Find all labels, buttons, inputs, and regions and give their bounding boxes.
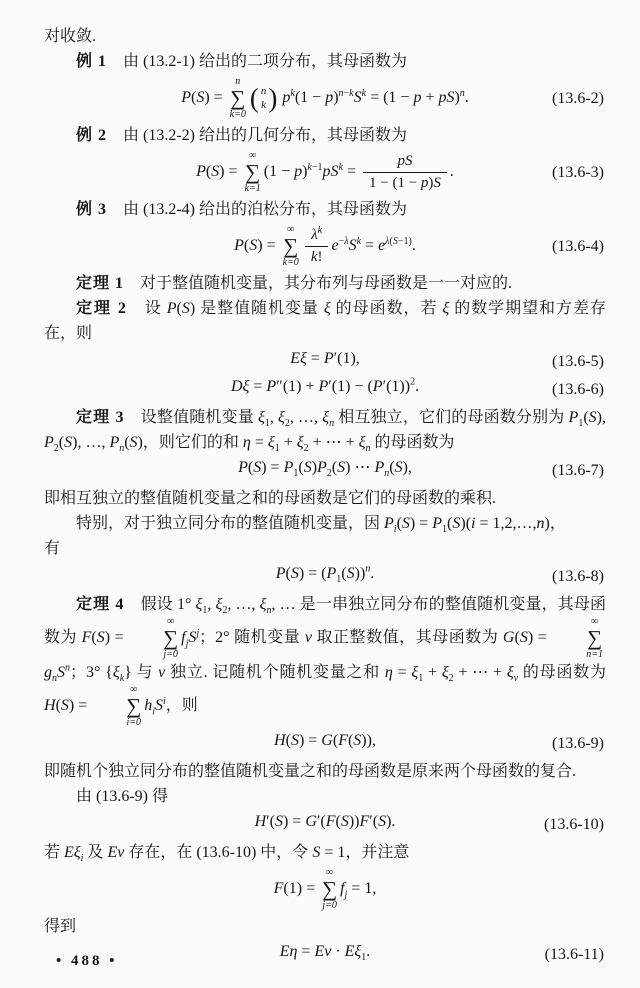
equation-formula: P(S) = n ∑ k=0 ( n k ) $p^k(1 - p)^{n-k}S^k = (1 - p + pS)^n$. [181, 76, 469, 120]
equation-formula: $P(S) = (P_1(S))^n$. [275, 563, 375, 586]
equation-formula: H(S) = G(F(S)), [274, 732, 376, 749]
display-equation [44, 225, 606, 268]
page-content [44, 24, 606, 967]
equation-formula: P(S) = ∞ ∑ k=0 $\frac{\lambda^k}{k!}$ $e^{-\lambda}S^k = e^{\lambda(S-1)}$. [234, 224, 416, 268]
display-equation [44, 458, 606, 483]
equation-number: (13.6-9) [552, 734, 604, 752]
equation-formula: Eξ = P′(1), [290, 350, 360, 367]
equation-formula: H′(S) = G′(F(S))F′(S). [254, 813, 396, 830]
paragraph: 定理 4 假设 1° $\xi_1$, $\xi_2$, …, $\xi_n$, … 是一串独立同分布的整值随机变量，其母函数为 F(S) = ∞ ∑ j=0 $f_jS^j$；2° 随机变量 ν 取正整数值，其母函数为 G(S) = ∞ ∑ n=1 $g_nS^n$；3° $\{\xi_k\}$ 与 ν 独立. 记随机个随机变量之和 $\eta = \xi_1 + \xi_2$ + ⋯ + $\xi_\nu$ 的母函数为 H(S) = ∞ ∑ i=0 $h_iS^i$，则 [44, 596, 606, 728]
equation-number: (13.6-6) [552, 380, 604, 398]
equation-number: (13.6-4) [552, 237, 604, 255]
paragraph: 有 [44, 540, 61, 557]
paragraph: 定理 1 对于整值随机变量，其分布列与母函数是一一对应的. [76, 275, 513, 292]
equation-number: (13.6-8) [552, 567, 604, 585]
paragraph: 得到 [44, 918, 77, 935]
display-equation [44, 564, 606, 589]
paragraph: 例 2 由 (13.2-2) 给出的几何分布，其母函数为 [76, 127, 408, 144]
paragraph: 即随机个独立同分布的整值随机变量之和的母函数是原来两个母函数的复合. [44, 763, 577, 780]
equation-number: (13.6-2) [552, 89, 604, 107]
paragraph: 定理 2 设 P(S) 是整值随机变量 ξ 的母函数，若 ξ 的数学期望和方差存在，则 [44, 300, 606, 342]
equation-formula: $E\eta = E\nu \cdot E\xi_1$. [279, 943, 371, 964]
display-equation [44, 349, 606, 374]
equation-formula: $D\xi = P''(1) + P'(1) - (P'(1))^2$. [230, 376, 420, 395]
equation-formula: P(S) = ∞ ∑ k=1 $(1 - p)^{k-1}pS^k$ = $\frac{pS}{1 - (1 - p)S}$ . [196, 150, 454, 194]
paragraph: 例 3 由 (13.2-4) 给出的泊松分布，其母函数为 [76, 201, 408, 218]
equation-number: (13.6-7) [552, 461, 604, 479]
paragraph: 特别，对于独立同分布的整值随机变量，因 $P_i(S) = P_1(S)(i$ = 1,2,…,n)， [76, 515, 566, 536]
equation-formula: F(1) = ∞ ∑ j=0 $f_j = 1$, [273, 867, 377, 911]
display-equation [44, 942, 606, 967]
paragraph: 由 (13.6-9) 得 [76, 788, 168, 805]
equation-number: (13.6-11) [544, 945, 604, 963]
equation-number: (13.6-5) [552, 352, 604, 370]
paragraph: 若 $E\xi_i$ 及 Eν 存在，在 (13.6-10) 中，令 S = 1，并注意 [44, 844, 410, 865]
page-number: • 488 • [56, 953, 118, 969]
equation-number: (13.6-3) [552, 163, 604, 181]
equation-number: (13.6-10) [544, 815, 604, 833]
display-equation [44, 377, 606, 402]
paragraph: 定理 3 设整值随机变量 $\xi_1$, $\xi_2$, …, $\xi_n$ 相互独立，它们的母函数分别为 $P_1(S)$, $P_2(S)$, …, $P_n(S)$，则它们的和 $\eta = \xi_1 + \xi_2$ + ⋯ + $\xi_n$ 的母函数为 [44, 409, 606, 455]
display-equation [44, 868, 606, 911]
paragraph: 例 1 由 (13.2-1) 给出的二项分布，其母函数为 [76, 53, 408, 70]
display-equation [44, 77, 606, 120]
display-equation [44, 151, 606, 194]
display-equation [44, 812, 606, 837]
paragraph: 对收敛. [44, 28, 97, 45]
paragraph: 即相互独立的整值随机变量之和的母函数是它们的母函数的乘积. [44, 490, 497, 507]
equation-formula: $P(S) = P_1(S)P_2(S)$ ⋯ $P_n(S)$, [238, 459, 412, 480]
display-equation [44, 731, 606, 756]
